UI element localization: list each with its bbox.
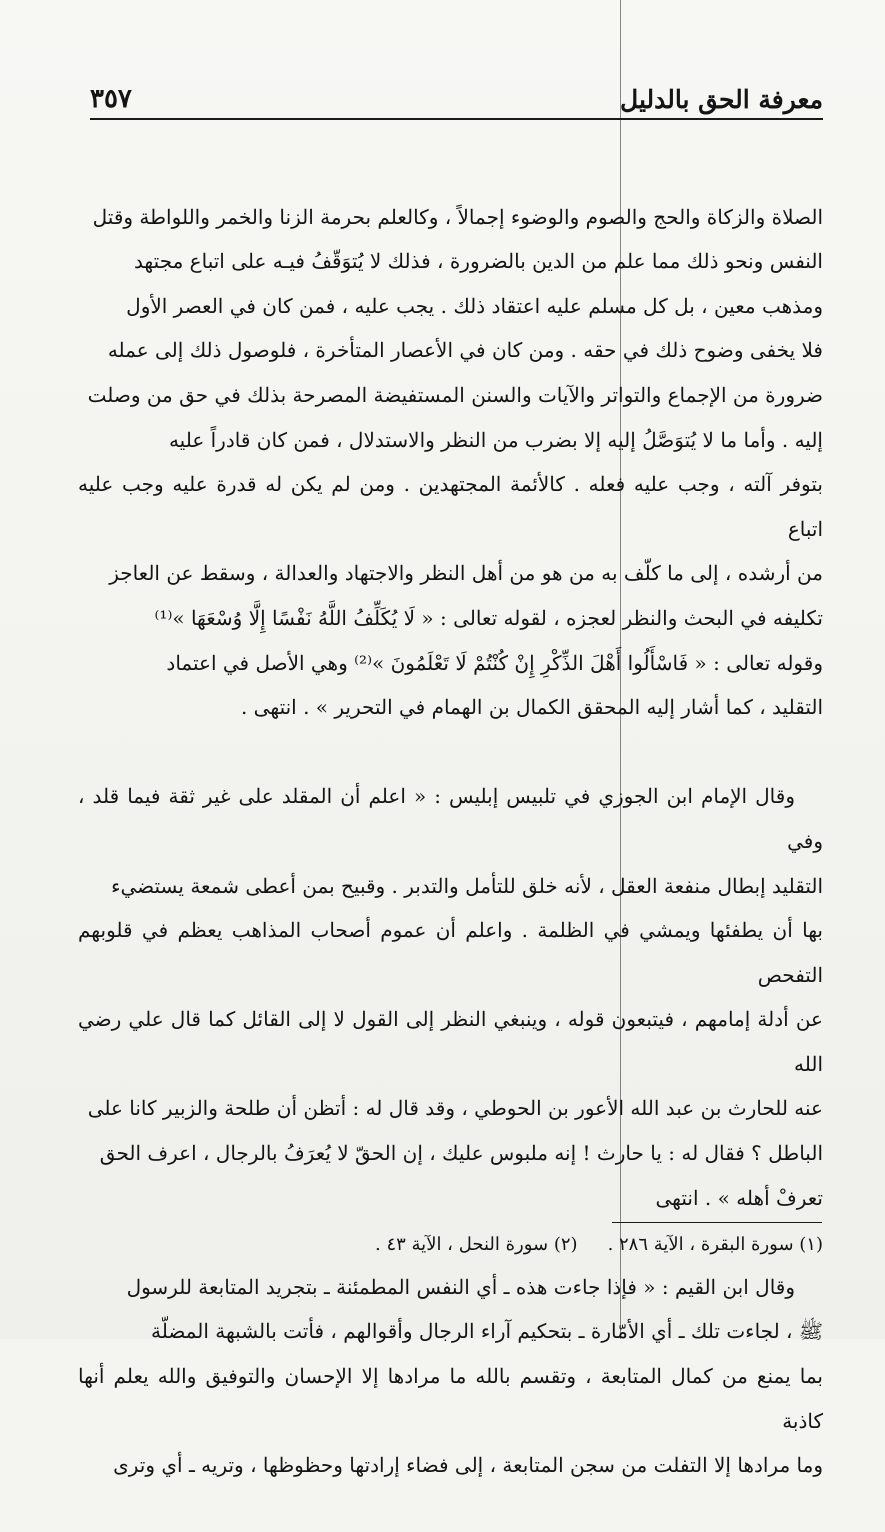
footnote-1: (١) سورة البقرة ، الآية ٢٨٦ .	[607, 1234, 823, 1255]
body-text	[78, 150, 823, 1532]
paragraph: الصلاة والزكاة والحج والصوم والوضوء إجمالاً ، وكالعلم بحرمة الزنا والخمر واللواطة وقتل النفس ونحو ذلك مما علم من الدين بالضرورة ، فذلك لا يُتوَقّفُ فيـه على اتباع مجتهد ومذهب معين ، بل كل مسلم عليه اعتقاد ذلك . يجب عليه ، فمن كان في العصر الأول فلا يخفى وضوح ذلك في حقه . ومن كان في الأعصار المتأخرة ، فلوصول ذلك إلى عمله ضرورة من الإجماع والتواتر والآيات والسنن المستفيضة المصرحة بذلك في حق من وصلت إليه . وأما ما لا يُتوَصَّلُ إليه إلا بضرب من النظر والاستدلال ، فمن كان قادراً عليه بتوفر آلته ، وجب عليه فعله . كالأئمة المجتهدين . ومن لم يكن له قدرة عليه وجب عليه اتباع من أرشده ، إلى ما كلّف به من هو من أهل النظر والاجتهاد والعدالة ، وسقط عن العاجز تكليفه في البحث والنظر لعجزه ، لقوله تعالى : « لَا يُكَلِّفُ اللَّهُ نَفْسًا إِلَّا وُسْعَهَا »⁽¹⁾ وقوله تعالى : « فَاسْأَلُوا أَهْلَ الذِّكْرِ إِنْ كُنْتُمْ لَا تَعْلَمُونَ »⁽²⁾ وهي الأصل في اعتماد التقليد ، كما أشار إليه المحقق الكمال بن الهمام في التحرير » . انتهى .	[78, 204, 823, 720]
footnote-separator	[612, 1222, 822, 1223]
footnote-2: (٢) سورة النحل ، الآية ٤٣ .	[375, 1234, 578, 1255]
running-header	[90, 70, 823, 120]
footnotes	[240, 1234, 823, 1255]
paragraph: وقال ابن القيم : « فإذا جاءت هذه ـ أي النفس المطمئنة ـ بتجريد المتابعة للرسول ﷺ ، لجاءت تلك ـ أي الأمّارة ـ بتحكيم آراء الرجال وأقوالهم ، فأتت بالشبهة المضلّة بما يمنع من كمال المتابعة ، وتقسم بالله ما مرادها إلا الإحسان والتوفيق والله يعلم أنها كاذبة وما مرادها إلا التفلت من سجن المتابعة ، إلى فضاء إرادتها وحظوظها ، وتريه ـ أي وترى	[78, 1274, 823, 1478]
header-title: معرفة الحق بالدليل	[620, 85, 823, 114]
paragraph: وقال الإمام ابن الجوزي في تلبيس إبليس : « اعلم أن المقلد على غير ثقة فيما قلد ، وفي التقليد إبطال منفعة العقل ، لأنه خلق للتأمل والتدبر . وقبيح بمن أعطى شمعة يستضيء بها أن يطفئها ويمشي في الظلمة . واعلم أن عموم أصحاب المذاهب يعظم في قلوبهم التفحص عن أدلة إمامهم ، فيتبعون قوله ، وينبغي النظر إلى القول لا إلى القائل كما قال علي رضي الله عنه للحارث بن عبد الله الأعور بن الحوطي ، وقد قال له : أتظن أن طلحة والزبير كانا على الباطل ؟ فقال له : يا حارث ! إنه ملبوس عليك ، إن الحقّ لا يُعرَفُ بالرجال ، اعرف الحق تعرفْ أهله » . انتهى	[78, 784, 823, 1210]
page-number: ٣٥٧	[90, 84, 132, 114]
